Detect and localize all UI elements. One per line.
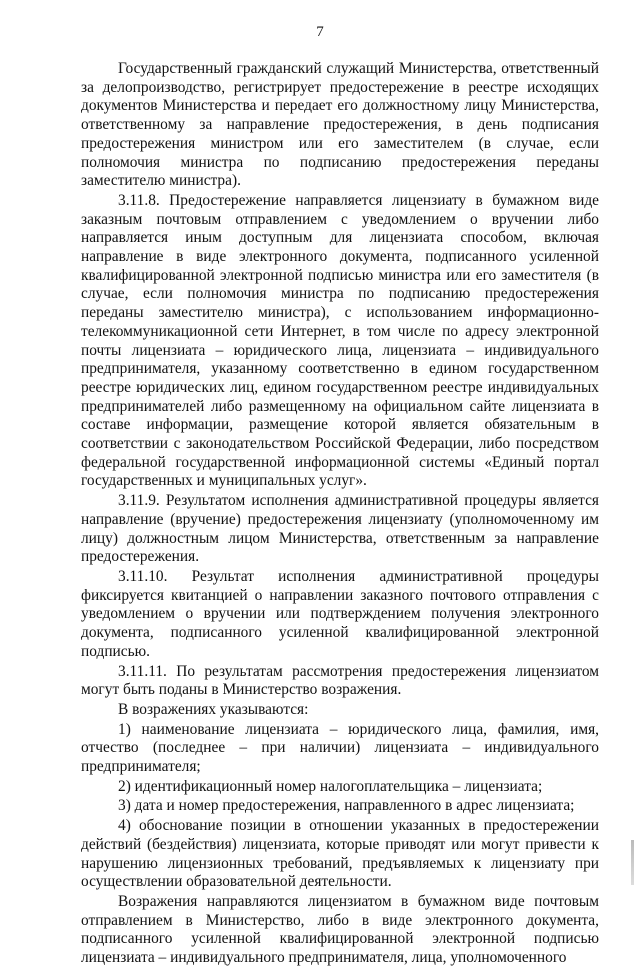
objections-list-item-3: 3) дата и номер предостережения, направленного в адрес лицензиата; [118, 797, 575, 815]
scan-edge-mark [631, 840, 634, 885]
objections-list-item-1: 1) наименование лицензиата – юридического лица, фамилия, имя, отчество (последнее – при наличии) лицензиата – индивидуального предпринимателя; [81, 720, 599, 776]
page-number: 7 [316, 24, 324, 40]
paragraph-3-11-10: 3.11.10. Результат исполнения административной процедуры фиксируется квитанцией о направлении заказного почтового отправления с уведомлением о вручении или подтверждением получения электронного документа, подписанного усиленной квалифицированной электронной подписью. [81, 567, 599, 660]
paragraph-3-11-9: 3.11.9. Результатом исполнения административной процедуры является направление (вручение) предостережения лицензиату (уполномоченному им лицу) должностным лицом Министерства, ответственным за направление предостережения. [81, 492, 599, 566]
objections-list-item-4: 4) обоснование позиции в отношении указанных в предостережении действий (бездействия) лицензиата, которые приводят или могут привести к нарушению лицензионных требований, предъявляемых к лицензиату при осуществлении образовательной деятельности. [81, 817, 599, 891]
objections-list-heading: В возражениях указываются: [118, 700, 309, 718]
paragraph-registration: Государственный гражданский служащий Министерства, ответственный за делопроизводство, регистрирует предостережение в реестре исходящих документов Министерства и передает его должностному лицу Министерства, ответственному за направление предостережения, в день подписания предостережения министром или его заместителем (в случае, если полномочия министра по подписанию предостережения переданы заместителю министра). [81, 60, 599, 190]
paragraph-3-11-11: 3.11.11. По результатам рассмотрения предостережения лицензиатом могут быть поданы в Министерство возражения. [81, 662, 599, 699]
document-body [81, 60, 599, 968]
paragraph-objections-submission: Возражения направляются лицензиатом в бумажном виде почтовым отправлением в Министерство, либо в виде электронного документа, подписанного усиленной квалифицированной электронной подписью лицензиата – индивидуального предпринимателя, лица, уполномоченного [81, 892, 599, 967]
objections-list-item-2: 2) идентификационный номер налогоплательщика – лицензиата; [118, 777, 543, 795]
paragraph-3-11-8: 3.11.8. Предостережение направляется лицензиату в бумажном виде заказным почтовым отправлением с уведомлением о вручении либо направляется иным доступным для лицензиата способом, включая направление в виде электронного документа, подписанного усиленной квалифицированной электронной подписью министра или его заместителя (в случае, если полномочия министра по подписанию предостережения переданы заместителю министра), с использованием информационно-телекоммуникационной сети Интернет, в том числе по адресу электронной почты лицензиата – юридического лица, лицензиата – индивидуального предпринимателя, указанному соответственно в едином государственном реестре юридических лиц, едином государственном реестре индивидуальных предпринимателей либо размещенному на официальном сайте лицензиата в составе информации, размещение которой является обязательным в соответствии с законодательством Российской Федерации, либо посредством федеральной государственной информационной системы «Единый портал государственных и муниципальных услуг». [81, 191, 599, 490]
